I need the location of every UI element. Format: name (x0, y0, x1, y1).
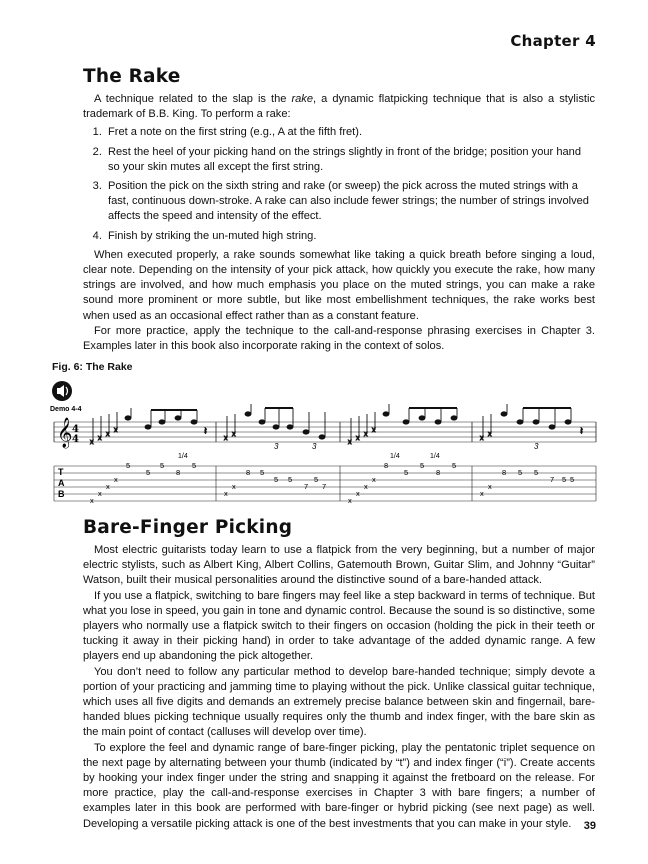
figure-caption: Fig. 6: The Rake (52, 361, 133, 373)
svg-text:8: 8 (176, 468, 181, 477)
svg-text:𝄽: 𝄽 (204, 426, 208, 437)
triplet-label: 3 (274, 442, 279, 451)
svg-text:5: 5 (570, 475, 575, 484)
bend-label: 1/4 (178, 453, 188, 460)
list-item: 4. Finish by striking the un-muted high string. (105, 229, 595, 244)
svg-text:5: 5 (260, 468, 265, 477)
chapter-heading: Chapter 4 (510, 32, 596, 50)
svg-text:x: x (106, 482, 110, 491)
tab-numbers (90, 461, 574, 505)
svg-text:5: 5 (314, 475, 319, 484)
svg-text:5: 5 (562, 475, 567, 484)
page-number: 39 (583, 820, 596, 832)
svg-text:5: 5 (518, 468, 523, 477)
svg-text:7: 7 (304, 482, 309, 491)
bare-paragraph-4: To explore the feel and dynamic range of bare-finger picking, play the pentatonic triplet sequence on the next page by alternating between your thumb (indicated by “t”) and index finger (“i”). Create accents by hooking your index finger under the string and snapping it against the fretboard on the release. For more practice, play the call-and-response exercises in Chapter 3 with bare fingers; a number of examples later in this book are performed with bare-finger or hybrid picking (see next page) as well. Developing a versatile picking attack is one of the best investments that you can make in your style. (83, 741, 595, 830)
measure-2-notes (224, 404, 325, 442)
svg-text:8: 8 (246, 468, 251, 477)
svg-text:𝄽: 𝄽 (580, 426, 584, 437)
list-item: 3. Position the pick on the sixth string and rake (or sweep) the pick across the muted strings with a fast, continuous down-stroke. A rake can also include fewer strings; the number of strings involved affects the speed and intensity of the effect. (105, 179, 595, 225)
svg-text:5: 5 (288, 475, 293, 484)
svg-text:4: 4 (72, 424, 79, 435)
rake-steps (83, 125, 595, 243)
audio-speaker-icon[interactable] (52, 381, 72, 401)
svg-text:8: 8 (436, 468, 441, 477)
svg-text:x: x (90, 439, 94, 446)
svg-text:x: x (372, 475, 376, 484)
svg-text:x: x (114, 427, 118, 434)
svg-text:x: x (348, 439, 352, 446)
section-title-rake: The Rake (83, 66, 181, 87)
svg-text:x: x (356, 489, 360, 498)
svg-text:x: x (480, 489, 484, 498)
triplet-label: 3 (312, 442, 317, 451)
bend-label: 1/4 (390, 453, 400, 460)
svg-text:5: 5 (160, 461, 165, 470)
svg-text:x: x (114, 475, 118, 484)
bare-finger-body (83, 543, 595, 832)
section-title-bare-finger: Bare-Finger Picking (83, 517, 293, 538)
bare-paragraph-1: Most electric guitarists today learn to use a flatpick from the very beginning, but a number of major electric stylists, such as Albert King, Albert Collins, Gatemouth Brown, Guitar Slim, and Johnny “Guitar” Watson, built their musical personalities around the distinctive sound of a bare-handed attack. (83, 544, 595, 587)
svg-text:5: 5 (126, 461, 131, 470)
svg-text:5: 5 (404, 468, 409, 477)
music-notation (50, 378, 602, 511)
svg-text:x: x (480, 435, 484, 442)
measure-3-notes (348, 404, 457, 446)
svg-text:x: x (372, 427, 376, 434)
svg-text:x: x (488, 482, 492, 491)
bend-label: 1/4 (430, 453, 440, 460)
svg-text:x: x (364, 431, 368, 438)
svg-text:x: x (364, 482, 368, 491)
svg-text:x: x (224, 489, 228, 498)
demo-label: Demo 4-4 (50, 406, 82, 413)
svg-text:x: x (98, 435, 102, 442)
svg-text:5: 5 (192, 461, 197, 470)
svg-text:5: 5 (534, 468, 539, 477)
rake-intro: A technique related to the slap is the rake, a dynamic flatpicking technique that is also a stylistic trademark of B.B. King. To perform a rake: (83, 93, 595, 121)
svg-text:5: 5 (274, 475, 279, 484)
list-item: 1. Fret a note on the first string (e.g., A at the fifth fret). (105, 125, 595, 140)
rake-paragraph-3: For more practice, apply the technique to the call-and-response phrasing exercises in Chapter 3. Examples later in this book also incorporate raking in the context of solos. (83, 324, 595, 353)
triplet-label: 3 (534, 442, 539, 451)
svg-text:x: x (488, 431, 492, 438)
svg-text:x: x (98, 489, 102, 498)
svg-text:x: x (106, 431, 110, 438)
svg-text:4: 4 (72, 434, 79, 445)
rake-body (83, 92, 595, 354)
svg-text:x: x (232, 482, 236, 491)
svg-text:8: 8 (384, 461, 389, 470)
svg-text:x: x (348, 496, 352, 505)
rake-paragraph-2: When executed properly, a rake sounds somewhat like taking a quick breath before singing a loud, clear note. Depending on the intensity of your pick attack, how quickly you execute the rake, how many strings are involved, and how much emphasis you place on the muted strings, you can make a rake sound more prominent or more subtle, but like most embellishment techniques, the rake works best when used as an occasional effect rather than as a constant feature. (83, 248, 595, 322)
svg-text:7: 7 (322, 482, 327, 491)
svg-text:8: 8 (502, 468, 507, 477)
bare-paragraph-2: If you use a flatpick, switching to bare fingers may feel like a step backward in terms of technique. But what you lose in speed, you gain in tone and dynamic control. Because the sound is so distinctive, some players who normally use a flatpick switch to their fingers on occasion (holding the pick in their teeth or tucking it away in their picking hand) in order to take advantage of the added dynamic range. A few players end up abandoning the pick altogether. (83, 589, 595, 663)
svg-text:5: 5 (420, 461, 425, 470)
bare-paragraph-3: You don’t need to follow any particular method to develop bare-handed technique; simply devote a portion of your practicing and jamming time to playing without the pick. Unlike classical guitar technique, which uses all five digits and demands an extremely precise balance between skin and fingernail, bare-handed blues picking technique usually requires only the thumb and index finger, with the bare skin as the main point of contact (calluses will develop over time). (83, 665, 595, 739)
svg-text:x: x (224, 435, 228, 442)
measure-4-notes (480, 404, 583, 442)
treble-clef-icon: 𝄞 (57, 418, 73, 448)
svg-text:5: 5 (452, 461, 457, 470)
svg-text:7: 7 (550, 475, 555, 484)
svg-text:x: x (90, 496, 94, 505)
svg-text:5: 5 (146, 468, 151, 477)
list-item: 2. Rest the heel of your picking hand on the strings slightly in front of the bridge; position your hand so your skin mutes all except the first string. (105, 145, 595, 175)
tab-letter: B (58, 489, 65, 499)
tab-letter: A (58, 478, 65, 488)
svg-text:x: x (232, 431, 236, 438)
tab-letter: T (58, 467, 64, 477)
svg-text:x: x (356, 435, 360, 442)
